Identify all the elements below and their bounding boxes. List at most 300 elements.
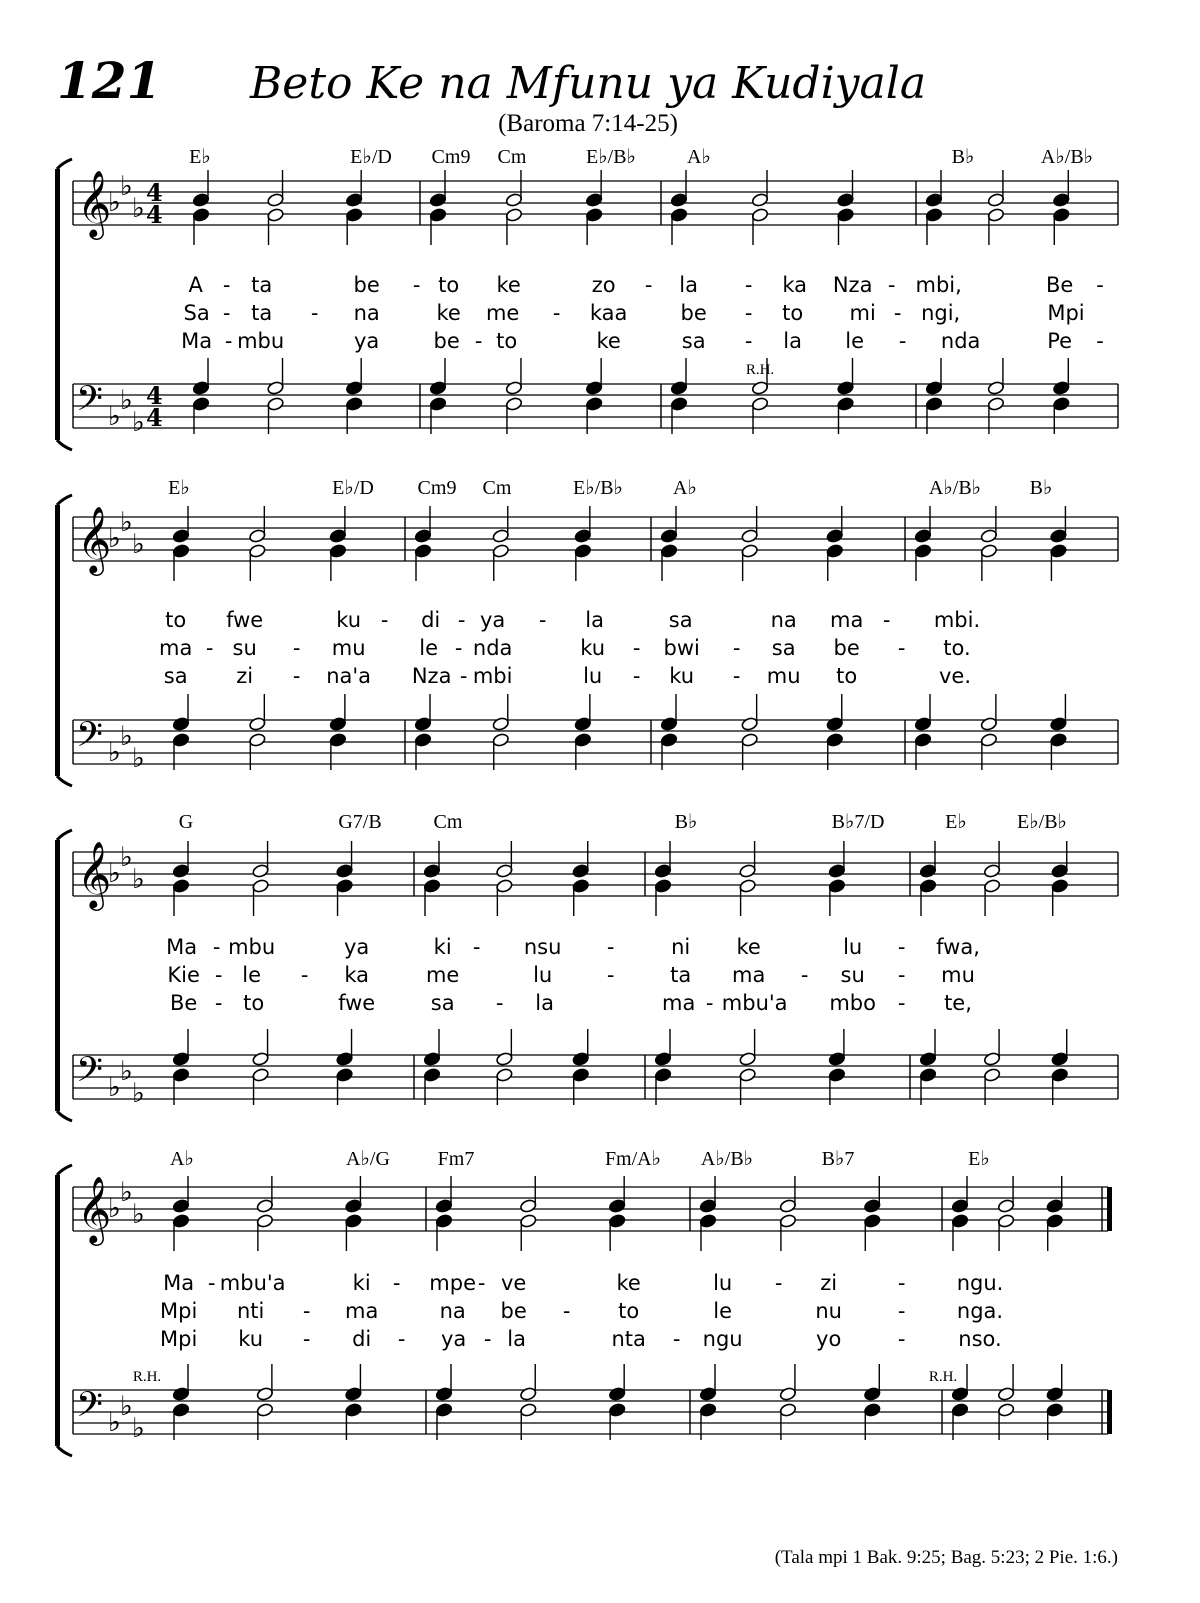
chord-row (170, 1148, 990, 1170)
notehead (252, 879, 270, 894)
notehead (919, 1052, 937, 1067)
syllable: to (165, 608, 187, 632)
notehead (863, 1387, 881, 1402)
syllable: to (836, 664, 858, 688)
syllable: fwe (338, 991, 376, 1015)
syllable: - (897, 1271, 906, 1295)
notehead (837, 397, 855, 412)
notehead (414, 544, 432, 559)
notehead (1050, 717, 1068, 732)
notehead (699, 1214, 717, 1229)
right-hand-marking: R.H. (745, 362, 775, 378)
notehead (423, 1052, 441, 1067)
lyrics (166, 935, 980, 1015)
syllable: ki (433, 935, 452, 959)
key-flat: ♭ (132, 1199, 145, 1230)
syllable: - (774, 1271, 783, 1295)
notehead (1046, 1403, 1064, 1418)
syllable: mi (849, 301, 876, 325)
notehead (925, 381, 943, 396)
syllable: - (897, 935, 906, 959)
syllable: ku (580, 636, 606, 660)
syllable: sa (163, 664, 188, 688)
syllable: mbu'a (721, 991, 788, 1015)
bracket-top-hook (57, 1165, 72, 1175)
syllable: - (606, 935, 615, 959)
notehead (914, 733, 932, 748)
notehead (192, 397, 210, 412)
notehead (345, 381, 363, 396)
chord-symbol: E♭/B♭ (586, 146, 636, 168)
syllable: - (1096, 329, 1104, 353)
syllable: - (397, 1327, 406, 1351)
hymn-title: Beto Ke na Mfunu ya Kudiyala (249, 58, 927, 109)
syllable: ngu (702, 1327, 743, 1351)
notehead (925, 397, 943, 412)
notehead (172, 1403, 190, 1418)
syllable: mu (766, 664, 801, 688)
syllable: ya (344, 935, 370, 959)
final-bar-thick (1107, 1187, 1112, 1231)
chord-symbol: E♭ (945, 811, 967, 833)
syllable: to (496, 329, 518, 353)
notehead (336, 879, 354, 894)
syllable: ma (661, 991, 696, 1015)
notehead (574, 717, 592, 732)
notehead (574, 733, 592, 748)
syllable: na (439, 1299, 466, 1323)
bracket-bottom-hook (57, 1446, 72, 1456)
notehead (983, 1068, 1001, 1083)
syllable: ku (238, 1327, 264, 1351)
key-flat: ♭ (108, 1407, 121, 1438)
notehead (608, 1403, 626, 1418)
syllable: - (897, 1299, 906, 1323)
syllable: mpe (429, 1271, 477, 1295)
notehead (345, 1214, 363, 1229)
verse-2-line (167, 963, 975, 987)
syllable: zo (591, 273, 616, 297)
syllable: me (425, 963, 460, 987)
notehead (414, 717, 432, 732)
system-bracket (55, 505, 60, 776)
syllable: - (392, 1271, 401, 1295)
notehead (345, 1387, 363, 1402)
syllable: - (632, 636, 641, 660)
syllable: Kie (167, 963, 200, 987)
system-3 (166, 811, 1067, 1015)
notehead (572, 879, 590, 894)
key-flat: ♭ (108, 1072, 121, 1103)
notehead (837, 208, 855, 223)
chord-symbol: Fm7 (437, 1148, 475, 1170)
syllable: ki (352, 1271, 371, 1295)
notehead (741, 717, 759, 732)
chord-symbol: A♭ (170, 1148, 194, 1170)
notehead (414, 733, 432, 748)
notehead (751, 193, 769, 208)
key-flat: ♭ (132, 743, 145, 774)
key-flat: ♭ (132, 529, 145, 560)
chord-symbol: E♭/B♭ (1017, 811, 1067, 833)
notehead (435, 1387, 453, 1402)
verse-3-line (170, 991, 972, 1015)
syllable: Sa (183, 301, 210, 325)
syllable: nda (472, 636, 513, 660)
syllable: na (353, 301, 380, 325)
syllable: ta (251, 301, 273, 325)
hymn-number: 121 (57, 51, 162, 110)
notehead (863, 1199, 881, 1214)
chord-symbol: G (178, 811, 194, 833)
notehead (345, 208, 363, 223)
notehead (429, 208, 447, 223)
treble-clef: 𝄞 (77, 1175, 112, 1243)
syllable: la (783, 329, 803, 353)
chord-symbol: E♭ (189, 146, 211, 168)
notehead (1052, 208, 1070, 223)
treble-clef: 𝄞 (77, 169, 112, 237)
chord-symbol: A♭ (687, 146, 711, 168)
notehead (914, 529, 932, 544)
notehead (919, 879, 937, 894)
syllable: bwi (663, 636, 700, 660)
notehead (336, 1068, 354, 1083)
syllable: - (214, 991, 223, 1015)
time-signature-bottom: 4 (146, 403, 163, 432)
verse-3-line (164, 664, 971, 688)
syllable: - (302, 1299, 311, 1323)
syllable: nta (611, 1327, 646, 1351)
notehead (980, 529, 998, 544)
key-flat: ♭ (120, 1177, 133, 1208)
notehead (248, 544, 266, 559)
syllable: le (419, 636, 439, 660)
syllable: ku (336, 608, 362, 632)
notehead (925, 193, 943, 208)
notehead (925, 208, 943, 223)
verse-1-line (166, 935, 980, 959)
syllable: to (243, 991, 265, 1015)
syllable: be (833, 636, 860, 660)
bass-clef: 𝄢 (76, 1049, 104, 1098)
syllable: - (214, 963, 223, 987)
notehead (1046, 1214, 1064, 1229)
syllable: - (732, 664, 741, 688)
notehead (248, 529, 266, 544)
notehead (828, 864, 846, 879)
syllable: la (535, 991, 555, 1015)
syllable: mbi. (933, 608, 981, 632)
syllable: ya (354, 329, 380, 353)
notehead (429, 381, 447, 396)
notehead (828, 1052, 846, 1067)
key-flat: ♭ (132, 1078, 145, 1109)
notehead (987, 208, 1005, 223)
notehead (699, 1387, 717, 1402)
notehead (345, 1199, 363, 1214)
notehead (828, 879, 846, 894)
key-flat: ♭ (132, 407, 145, 438)
notehead (863, 1403, 881, 1418)
notehead (670, 397, 688, 412)
notehead (435, 1403, 453, 1418)
notehead (585, 208, 603, 223)
notehead (172, 1052, 190, 1067)
notehead (429, 397, 447, 412)
syllable: - (472, 935, 481, 959)
notehead (826, 544, 844, 559)
syllable: - (897, 963, 906, 987)
notehead (1052, 193, 1070, 208)
syllable: A (188, 273, 203, 297)
notehead (572, 1068, 590, 1083)
bracket-top-hook (57, 159, 72, 169)
key-flat: ♭ (120, 721, 133, 752)
syllable: nda (940, 329, 981, 353)
chord-symbol: E♭ (168, 477, 190, 499)
syllable: Nza (411, 664, 452, 688)
syllable: - (893, 301, 902, 325)
key-flat: ♭ (132, 864, 145, 895)
syllable: - (205, 636, 214, 660)
syllable: mbi (472, 664, 513, 688)
notehead (429, 193, 447, 208)
chord-symbol: Cm (482, 477, 512, 499)
notehead (172, 1214, 190, 1229)
notehead (505, 381, 523, 396)
notehead (751, 381, 769, 396)
syllable: lu (843, 935, 863, 959)
footnote: (Tala mpi 1 Bak. 9:25; Bag. 5:23; 2 Pie. 1:6.) (774, 1547, 1118, 1568)
notehead (267, 208, 285, 223)
bracket-top-hook (57, 495, 72, 505)
notehead (1046, 1199, 1064, 1214)
key-flat: ♭ (120, 507, 133, 538)
notehead (435, 1199, 453, 1214)
syllable: - (457, 608, 466, 632)
bracket-top-hook (57, 830, 72, 840)
key-flat: ♭ (120, 1056, 133, 1087)
syllable: - (800, 963, 809, 987)
notehead (256, 1403, 274, 1418)
right-hand-marking: R.H. (928, 1369, 958, 1385)
notehead (329, 717, 347, 732)
syllable: ve (500, 1271, 527, 1295)
notehead (256, 1387, 274, 1402)
syllable: la (679, 273, 699, 297)
syllable: la (585, 608, 605, 632)
syllable: ya (480, 608, 506, 632)
syllable: be (500, 1299, 527, 1323)
notehead (572, 864, 590, 879)
notehead (951, 1199, 969, 1214)
notehead (496, 879, 514, 894)
notehead (192, 381, 210, 396)
syllable: - (538, 608, 547, 632)
notehead (670, 381, 688, 396)
syllable: - (477, 1271, 486, 1295)
syllable: mu (941, 963, 975, 987)
key-flat: ♭ (108, 737, 121, 768)
syllable: Mpi (1047, 301, 1085, 325)
syllable: ma (158, 636, 193, 660)
notehead (172, 717, 190, 732)
syllable: mbu (237, 329, 285, 353)
syllable: be (353, 273, 380, 297)
chord-symbol: B♭7 (821, 1148, 855, 1170)
notehead (192, 193, 210, 208)
staff-notation (55, 159, 1118, 1456)
lyrics (159, 608, 980, 688)
bass-clef: 𝄢 (76, 714, 104, 763)
notehead (779, 1403, 797, 1418)
treble-clef: 𝄞 (77, 840, 112, 908)
syllable: - (882, 608, 891, 632)
syllable: nsu (523, 935, 562, 959)
notehead (519, 1403, 537, 1418)
syllable: - (887, 273, 896, 297)
notehead (983, 1052, 1001, 1067)
notehead (435, 1214, 453, 1229)
notehead (505, 397, 523, 412)
notehead (741, 529, 759, 544)
notehead (329, 733, 347, 748)
syllable: - (474, 329, 483, 353)
syllable: lu (583, 664, 603, 688)
notehead (585, 193, 603, 208)
syllable: ve. (938, 664, 972, 688)
notehead (492, 544, 510, 559)
system-2 (159, 477, 1052, 688)
syllable: - (562, 1299, 571, 1323)
notehead (997, 1199, 1015, 1214)
syllable: zi (236, 664, 254, 688)
scripture-reference: (Baroma 7:14-25) (498, 110, 678, 137)
syllable: to (782, 301, 804, 325)
syllable: yo (816, 1327, 842, 1351)
syllable: la (507, 1327, 527, 1351)
key-flat: ♭ (108, 1193, 121, 1224)
notehead (826, 733, 844, 748)
notehead (919, 864, 937, 879)
chord-row (189, 146, 1093, 168)
notehead (1051, 1068, 1069, 1083)
syllable: - (732, 636, 741, 660)
syllable: be (680, 301, 707, 325)
syllable: to. (943, 636, 971, 660)
notehead (699, 1199, 717, 1214)
notehead (699, 1403, 717, 1418)
notehead (826, 529, 844, 544)
notehead (172, 733, 190, 748)
notehead (345, 1403, 363, 1418)
notehead (423, 864, 441, 879)
notehead (739, 1052, 757, 1067)
syllable: - (222, 301, 231, 325)
notehead (660, 717, 678, 732)
notehead (670, 208, 688, 223)
bracket-bottom-hook (57, 1111, 72, 1121)
notehead (1051, 1052, 1069, 1067)
notehead (267, 397, 285, 412)
syllable: - (744, 301, 753, 325)
verse-2-line (160, 1299, 1003, 1323)
chord-symbol: G7/B (338, 811, 382, 833)
syllable: - (644, 273, 653, 297)
notehead (267, 193, 285, 208)
notehead (256, 1214, 274, 1229)
syllable: ngu. (956, 1271, 1004, 1295)
key-flat: ♭ (120, 385, 133, 416)
notehead (837, 193, 855, 208)
notehead (660, 529, 678, 544)
notehead (997, 1387, 1015, 1402)
notehead (585, 397, 603, 412)
chord-symbol: A♭ (673, 477, 697, 499)
notehead (779, 1214, 797, 1229)
syllable: - (705, 991, 714, 1015)
syllable: mu (331, 636, 366, 660)
key-flat: ♭ (132, 1413, 145, 1444)
notehead (654, 1068, 672, 1083)
notehead (951, 1387, 969, 1402)
syllable: - (897, 1327, 906, 1351)
syllable: - (459, 664, 468, 688)
chord-symbol: Fm/A♭ (604, 1148, 662, 1170)
notehead (248, 733, 266, 748)
notehead (267, 381, 285, 396)
notehead (192, 208, 210, 223)
syllable: - (495, 991, 504, 1015)
notehead (983, 879, 1001, 894)
chord-symbol: E♭/D (332, 477, 374, 499)
syllable: sa (668, 608, 693, 632)
notehead (496, 1068, 514, 1083)
system-4 (133, 1148, 1003, 1385)
syllable: Be (169, 991, 198, 1015)
bass-clef: 𝄢 (76, 1384, 104, 1433)
syllable: - (744, 329, 753, 353)
notehead (1050, 529, 1068, 544)
notehead (980, 717, 998, 732)
notehead (172, 1199, 190, 1214)
notehead (951, 1403, 969, 1418)
verse-1-line (163, 1271, 1003, 1295)
notehead (837, 381, 855, 396)
final-bar-thick (1107, 1390, 1112, 1434)
syllable: le (713, 1299, 733, 1323)
chord-symbol: A♭/B♭ (700, 1148, 754, 1170)
syllable: di (352, 1327, 372, 1351)
notehead (172, 879, 190, 894)
syllable: nti (236, 1299, 265, 1323)
chord-row (168, 477, 1052, 499)
notehead (951, 1214, 969, 1229)
syllable: zi (820, 1271, 838, 1295)
notehead (423, 1068, 441, 1083)
verse-3-line (160, 1327, 1002, 1351)
verse-1-line (188, 273, 1103, 297)
syllable: ku (669, 664, 695, 688)
notehead (826, 717, 844, 732)
chord-symbol: E♭/B♭ (573, 477, 623, 499)
key-flat: ♭ (108, 187, 121, 218)
syllable: - (897, 991, 906, 1015)
notehead (172, 1387, 190, 1402)
notehead (654, 864, 672, 879)
notehead (779, 1387, 797, 1402)
